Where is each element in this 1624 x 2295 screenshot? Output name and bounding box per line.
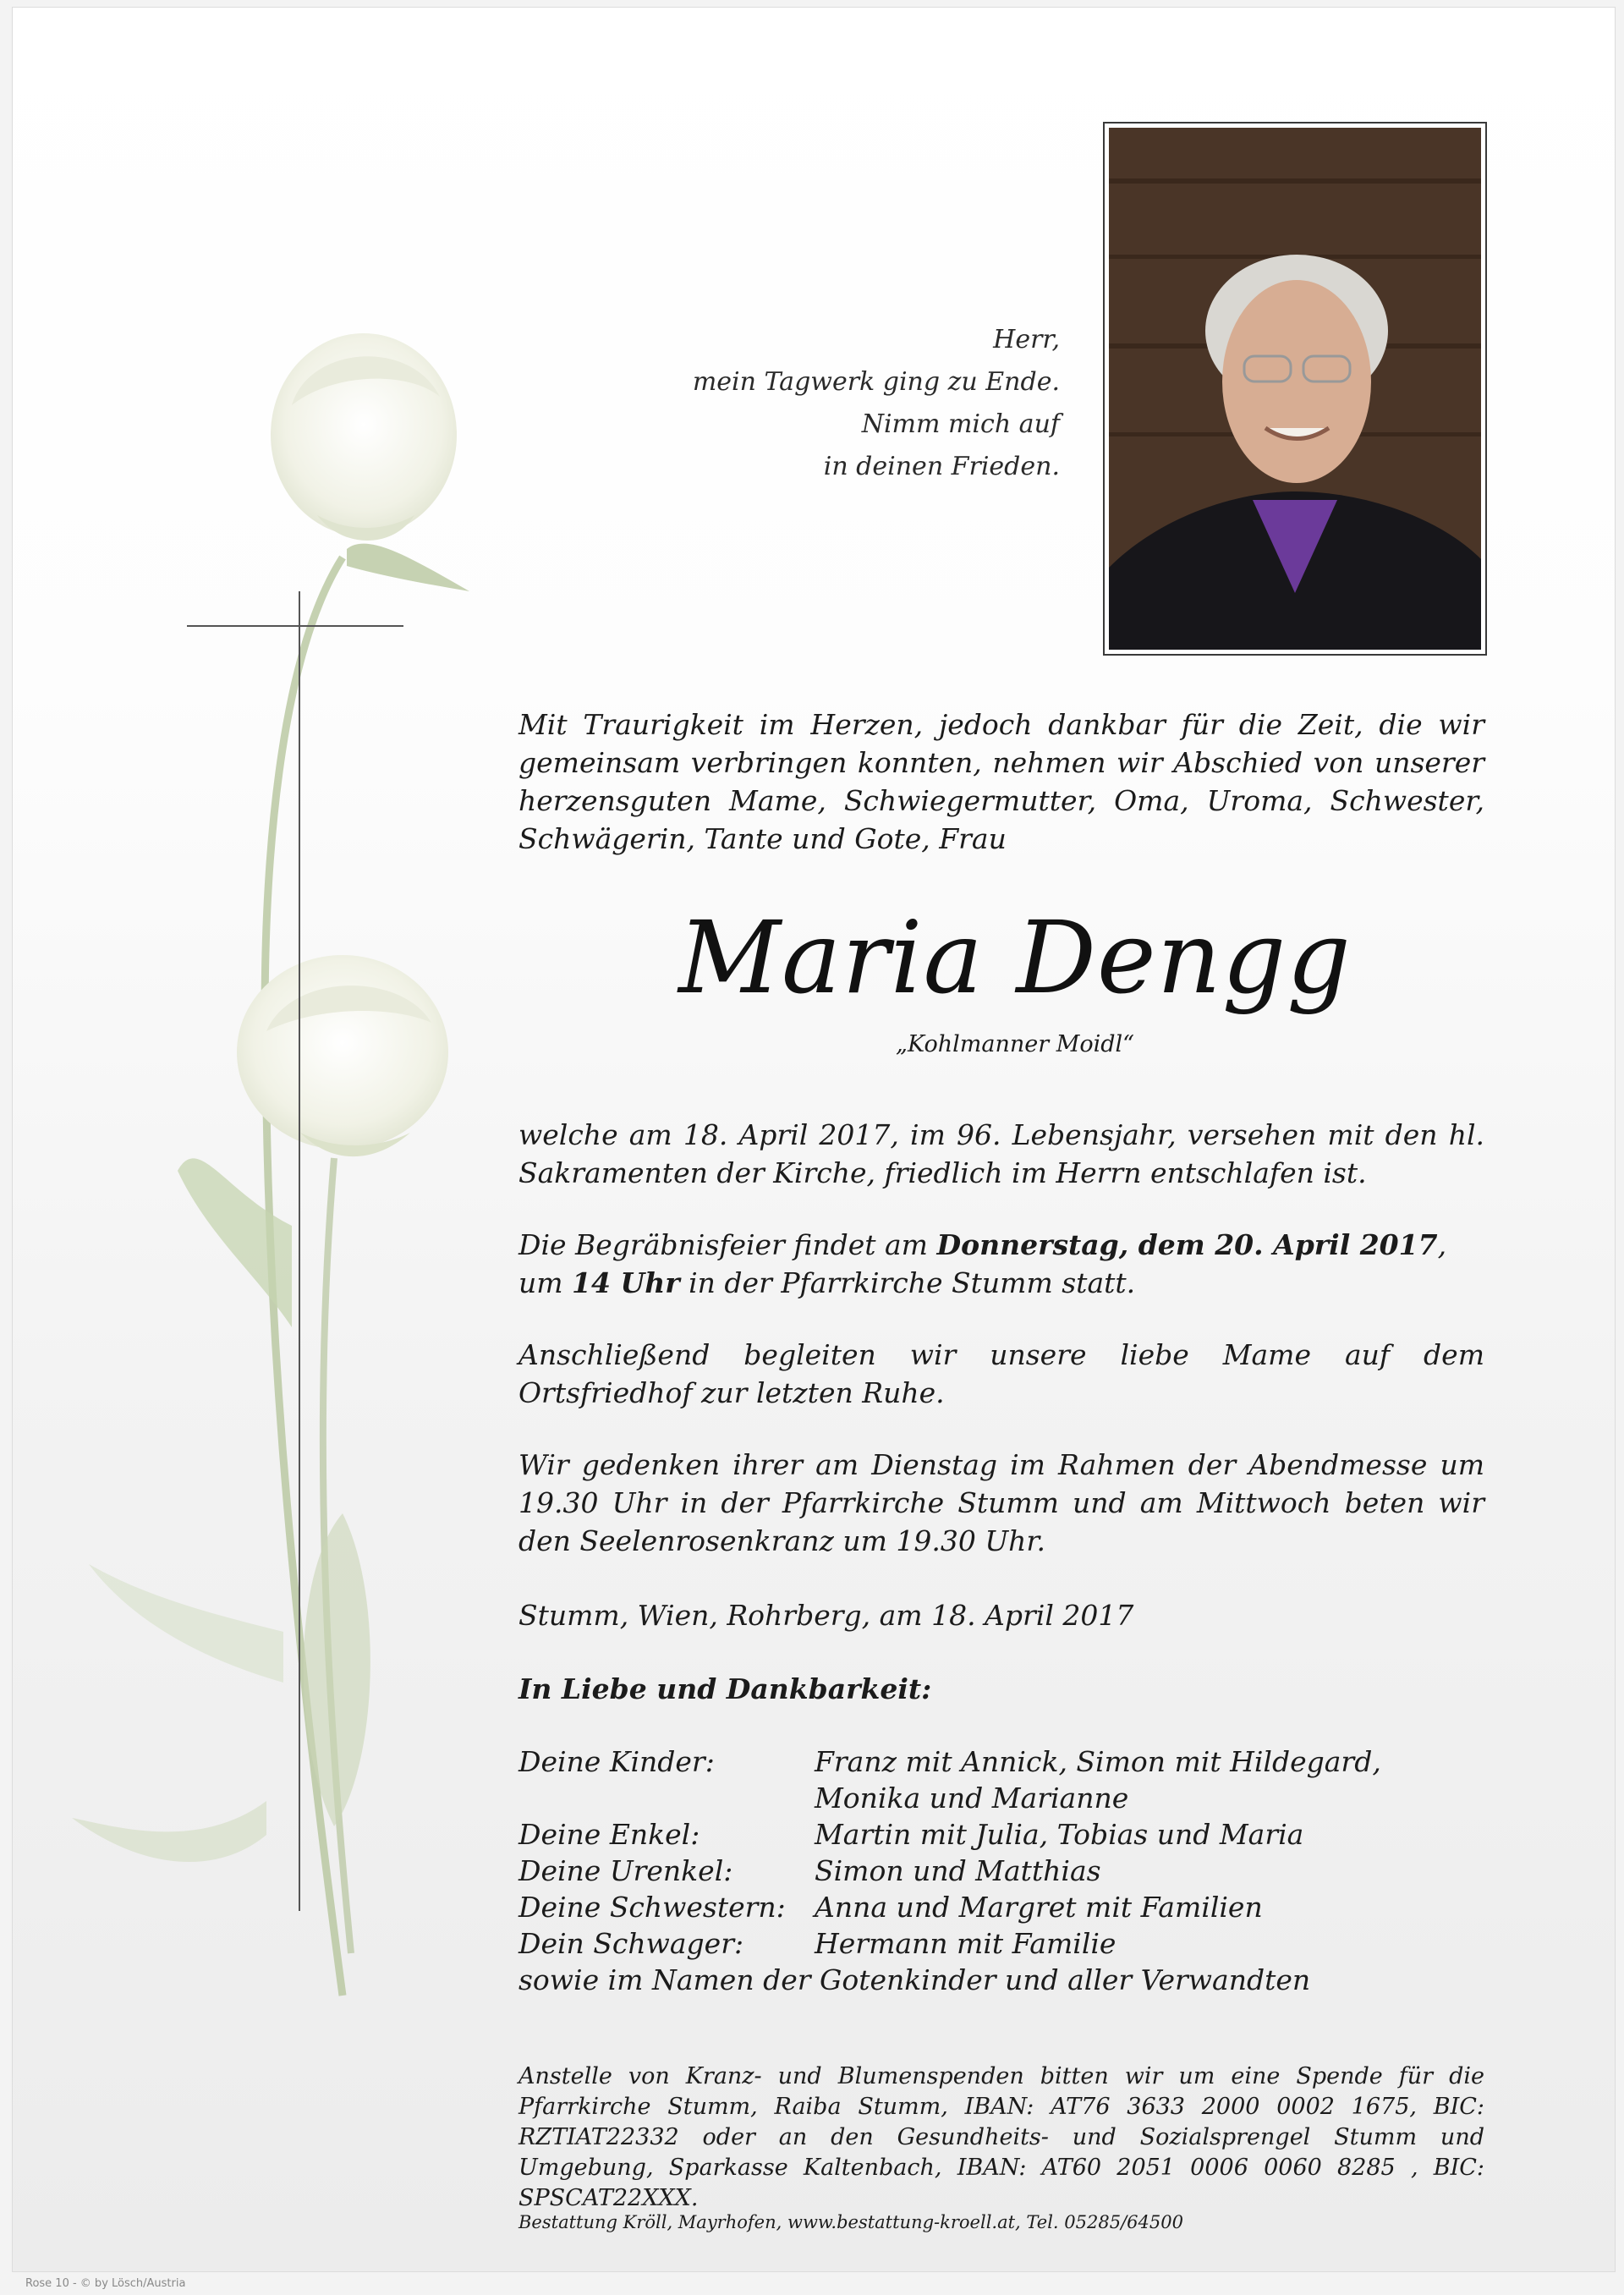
donation-request: Anstelle von Kranz- und Blumenspenden bitten wir um eine Spende für die Pfarrkirche Stumm, Raiba Stumm, IBAN: AT76 3633 2000 0002 1675, BIC: RZTIAT22332 oder an den Gesundheits- und Sozialsprengel Stumm und Umgebung, Sparkasse Kaltenbach, IBAN: AT60 2051 0006 0060 8285 , BIC: SPSCAT22XXX. bbox=[518, 2063, 1484, 2211]
family-list bbox=[518, 1743, 1484, 1998]
verse-line: mein Tagwerk ging zu Ende. bbox=[692, 367, 1060, 397]
place-and-date: Stumm, Wien, Rohrberg, am 18. April 2017 bbox=[518, 1599, 1134, 1632]
service-middle: , um bbox=[518, 1228, 1447, 1299]
funeral-service-info bbox=[518, 1226, 1484, 1302]
family-relation: Dein Schwager: bbox=[518, 1927, 744, 1960]
verse-line: in deinen Frieden. bbox=[823, 452, 1060, 481]
closing-line: In Liebe und Dankbarkeit: bbox=[518, 1672, 932, 1705]
service-suffix: in der Pfarrkirche Stumm statt. bbox=[679, 1266, 1136, 1299]
white-roses-illustration bbox=[13, 8, 537, 2165]
family-row bbox=[518, 1743, 1484, 1816]
family-names: Simon und Matthias bbox=[815, 1854, 1101, 1887]
family-relation: Deine Enkel: bbox=[518, 1818, 700, 1851]
portrait-photo bbox=[1103, 122, 1487, 656]
burial-info: Anschließend begleiten wir unsere liebe Mame auf dem Ortsfriedhof zur letzten Ruhe. bbox=[518, 1338, 1484, 1409]
funeral-home-info: Bestattung Kröll, Mayrhofen, www.bestattung-kroell.at, Tel. 05285/64500 bbox=[518, 2212, 1183, 2232]
death-notice: welche am 18. April 2017, im 96. Lebensjahr, versehen mit den hl. Sakramenten der Kirche, friedlich im Herrn entschlafen ist. bbox=[518, 1118, 1484, 1189]
memorial-verse bbox=[554, 319, 1060, 488]
family-names: Anna und Margret mit Familien bbox=[815, 1891, 1263, 1924]
deceased-nickname: „Kohlmanner Moidl“ bbox=[896, 1031, 1134, 1057]
deceased-name: Maria Dengg bbox=[678, 899, 1352, 1016]
family-names: Martin mit Julia, Tobias und Maria bbox=[815, 1818, 1304, 1851]
verse-line: Herr, bbox=[993, 325, 1060, 354]
cross-horizontal-bar bbox=[187, 625, 403, 627]
obituary-page bbox=[12, 7, 1616, 2272]
intro-paragraph: Mit Traurigkeit im Herzen, jedoch dankbar für die Zeit, die wir gemeinsam verbringen konnten, nehmen wir Abschied von unserer herzensguten Mame, Schwiegermutter, Oma, Uroma, Schwester, Schwägerin, Tante und Gote, Frau bbox=[518, 708, 1484, 855]
service-time: 14 Uhr bbox=[572, 1266, 680, 1299]
family-relation: Deine Kinder: bbox=[518, 1745, 715, 1778]
verse-line: Nimm mich auf bbox=[861, 409, 1060, 439]
family-row bbox=[518, 1816, 1484, 1853]
family-names: Hermann mit Familie bbox=[815, 1927, 1116, 1960]
service-prefix: Die Begräbnisfeier findet am bbox=[518, 1228, 937, 1261]
service-date: Donnerstag, dem 20. April 2017 bbox=[936, 1228, 1438, 1261]
cross-vertical-bar bbox=[299, 591, 300, 1911]
design-credit: Rose 10 - © by Lösch/Austria bbox=[25, 2277, 186, 2290]
family-relation: Deine Urenkel: bbox=[518, 1854, 733, 1887]
memorial-info: Wir gedenken ihrer am Dienstag im Rahmen der Abendmesse um 19.30 Uhr in der Pfarrkirche Stumm und am Mittwoch beten wir den Seelenrosenkranz um 19.30 Uhr. bbox=[518, 1448, 1484, 1557]
family-names: Franz mit Annick, Simon mit Hildegard, Monika und Marianne bbox=[815, 1745, 1381, 1815]
family-relation: Deine Schwestern: bbox=[518, 1891, 786, 1924]
family-row bbox=[518, 1853, 1484, 1889]
family-row bbox=[518, 1889, 1484, 1925]
family-row bbox=[518, 1925, 1484, 1962]
family-final-line: sowie im Namen der Gotenkinder und aller Verwandten bbox=[518, 1963, 1311, 1996]
